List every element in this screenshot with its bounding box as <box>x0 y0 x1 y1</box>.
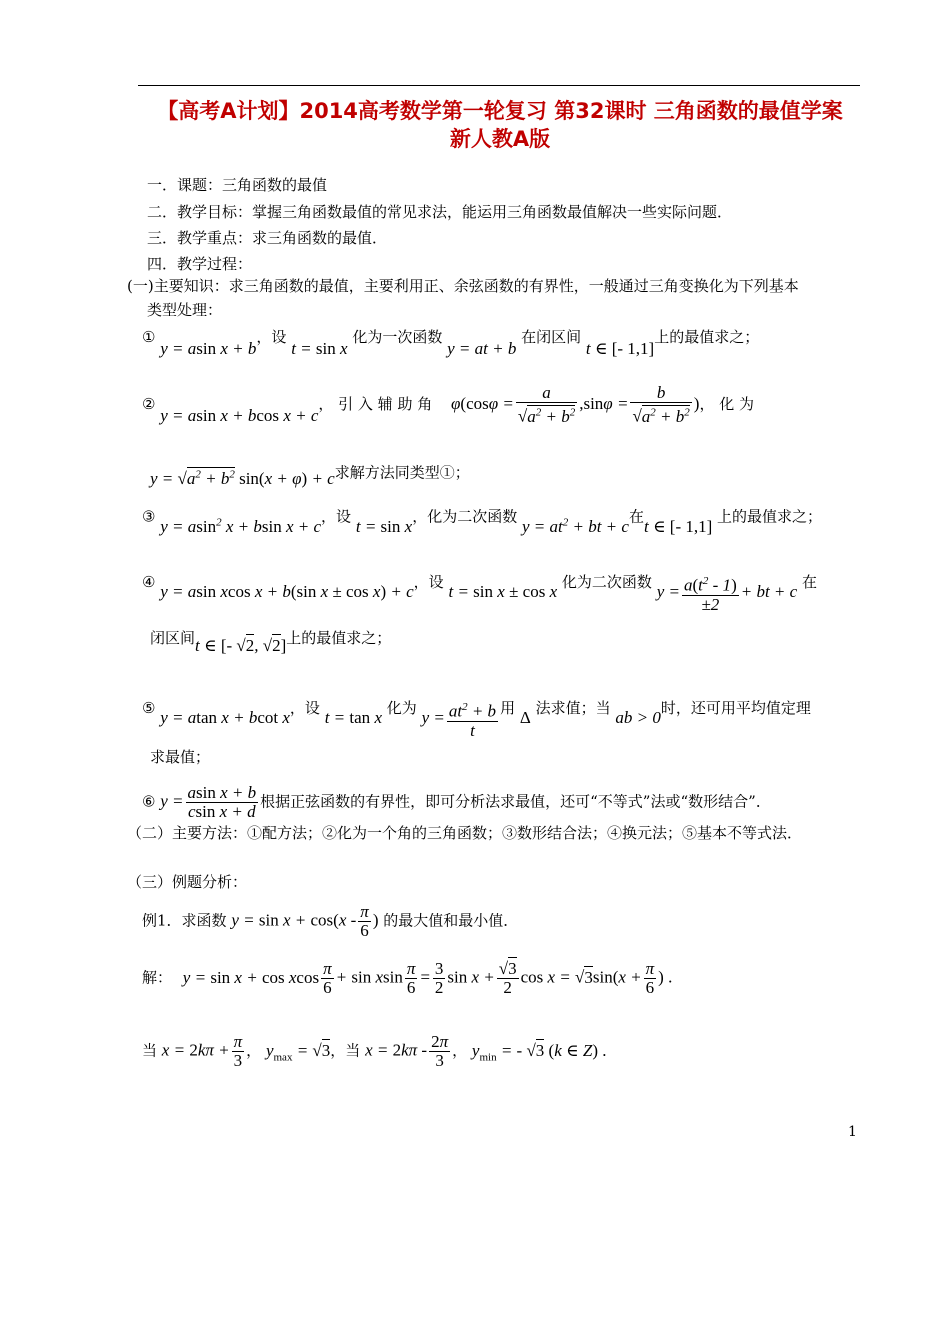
formula: y = asin x + b <box>160 339 257 358</box>
examples-heading: （三）例题分析： <box>127 873 248 891</box>
circled-4: ④ <box>142 572 156 591</box>
fraction: $\frac{3}{2}$ <box>434 959 444 997</box>
formula: x = 2kπ - <box>365 1040 428 1060</box>
section-process: 四．教学过程： <box>147 255 253 273</box>
fraction: $\frac{b}{√a^2 + b^2}$ <box>632 383 690 426</box>
fraction: $\frac{\pi}{6}$ <box>645 959 655 997</box>
formula: φ(cosφ = <box>451 393 514 413</box>
type-5-cont: 求最值； <box>150 748 211 766</box>
example-1: 例1．求函数 y = sin x + cos(x - $\frac{\pi}{6}$ ) 的最大值和最小值． <box>142 902 519 940</box>
formula: $y_{min}$ = - √3 (k ∈ Z) . <box>471 1040 607 1063</box>
delta-symbol: Δ <box>519 707 531 727</box>
fraction: $\frac{\text{asin x + b}}{\text{csin x + d}}$ <box>187 783 257 821</box>
formula: t ∈ [- 1,1] <box>643 516 713 536</box>
formula: $y = √a^2 + b^2$ sin(x + φ) + c <box>150 468 335 488</box>
type-4: ④ y = asin xcos x + b(sin x ± cos x) + c，设 t = sin x ± cos x 化为二次函数 y = $\frac{a(t^2 - 1)}{\pm 2}$ + bt + c 在 <box>142 572 817 614</box>
page-number: 1 <box>848 1124 857 1140</box>
formula: y = asin$^2$ x + bsin x + c <box>160 516 322 536</box>
section-goals: 二．教学目标：掌握三角函数最值的常见求法，能运用三角函数最值解决一些实际问题． <box>147 203 733 221</box>
circled-1: ① <box>142 328 156 346</box>
section-focus: 三．教学重点：求三角函数的最值． <box>147 229 388 247</box>
formula: y = sin x + cos(x - <box>231 910 357 930</box>
type-5: ⑤ y = atan x + bcot x，设 t = tan x 化为 y = $\frac{at^2 + b}{t}$ 用 Δ 法求值；当 ab > 0时，还可用平均值定理 <box>142 698 811 740</box>
section-topic: 一．课题：三角函数的最值 <box>147 176 328 194</box>
fraction: $\frac{at^2 + b}{t}$ <box>447 698 498 740</box>
formula: y = at + b <box>447 339 517 358</box>
fraction: $\frac{a}{√a^2 + b^2}$ <box>517 383 576 426</box>
formula: t = sin x ± cos x <box>448 581 558 601</box>
circled-3: ③ <box>142 507 156 526</box>
formula: ab > 0 <box>615 707 661 727</box>
type-4-cont: 闭区间t ∈ [- √2, √2]上的最值求之； <box>150 629 392 655</box>
fraction: $\frac{a(t^2 - 1)}{\pm 2}$ <box>682 572 739 614</box>
header-rule <box>138 85 860 86</box>
formula: $y = at^2$ + bt + c <box>521 516 629 536</box>
document-title: 【高考A计划】2014高考数学第一轮复习 第32课时 三角函数的最值学案 <box>157 99 843 123</box>
circled-6: ⑥ <box>142 792 156 811</box>
type-2-cont: $y = √a^2 + b^2$ sin(x + φ) + c求解方法同类型①； <box>150 463 470 488</box>
fraction: $\frac{\pi}{6}$ <box>323 959 332 997</box>
type-6: ⑥ y = $\frac{\text{asin x + b}}{\text{csin x + d}}$ 根据正弦函数的有界性，即可分析法求最值，还可“不等式”法或“数形结合”． <box>142 783 771 821</box>
formula: y = <box>656 581 680 601</box>
fraction: $\frac{√3}{2}$ <box>498 959 517 997</box>
example-1-extrema: 当 x = 2kπ + $\frac{\pi}{3}$ ， $y_{max} = √3$，当 x = 2kπ - $\frac{2\pi}{3}$ ， $y_{min}$ = - √3 (k ∈ Z) . <box>142 1032 607 1070</box>
formula: t ∈ [- √2, √2] <box>195 636 287 655</box>
formula: y = sin x + cos xcos <box>182 967 320 987</box>
formula: y = <box>421 707 445 727</box>
fraction: $\frac{\pi}{6}$ <box>360 902 369 940</box>
knowledge-paragraph: (一)主要知识：求三角函数的最值，主要利用正、余弦函数的有界性，一般通过三角变换化为下列基本 <box>127 277 799 295</box>
formula: t = sin x <box>291 339 348 358</box>
formula: t = tan x <box>324 707 382 727</box>
fraction: $\frac{2\pi}{3}$ <box>431 1032 449 1070</box>
fraction: $\frac{\pi}{3}$ <box>233 1032 243 1070</box>
formula: y = asin xcos x + b(sin x ± cos x) + c <box>160 581 414 601</box>
circled-2: ② <box>142 394 156 413</box>
document-title-line2: 新人教A版 <box>449 127 551 151</box>
formula: x = 2kπ + <box>161 1040 230 1060</box>
fraction: $\frac{\pi}{6}$ <box>406 959 416 997</box>
formula: y = asin x + bcos x + c <box>160 405 319 425</box>
formula: t = sin x <box>355 516 413 536</box>
formula: y = atan x + bcot x <box>160 707 290 727</box>
formula: t ∈ [- 1,1] <box>585 339 655 358</box>
type-3: ③ y = asin$^2$ x + bsin x + c，设 t = sin x，化为二次函数 $y = at^2$ + bt + c在t ∈ [- 1,1] 上的最值求之； <box>142 507 823 536</box>
methods-paragraph: （二）主要方法：①配方法；②化为一个角的三角函数；③数形结合法；④换元法；⑤基本不等式法． <box>127 824 803 842</box>
formula: $y_{max} = √3$ <box>265 1040 331 1063</box>
knowledge-paragraph-cont: 类型处理： <box>147 301 223 319</box>
circled-5: ⑤ <box>142 698 156 717</box>
type-2: ② y = asin x + bcos x + c， 引 入 辅 助 角 φ(cosφ = $\frac{a}{√a^2 + b^2}$ ,sinφ = $\frac{b}{√a^2 + b^2}$ )， 化 为 <box>142 383 754 426</box>
formula: y = <box>160 791 184 811</box>
example-1-solution: 解： y = sin x + cos xcos $\frac{\pi}{6}$ + sin xsin $\frac{\pi}{6}$ = $\frac{3}{2}$ sin x + $\frac{√3}{2}$ cos x = √3sin(x + $\frac{\pi}{6}$ ) . <box>142 959 673 997</box>
type-1: ① y = asin x + b，设 t = sin x 化为一次函数 y = at + b 在闭区间 t ∈ [- 1,1]上的最值求之； <box>142 328 760 358</box>
